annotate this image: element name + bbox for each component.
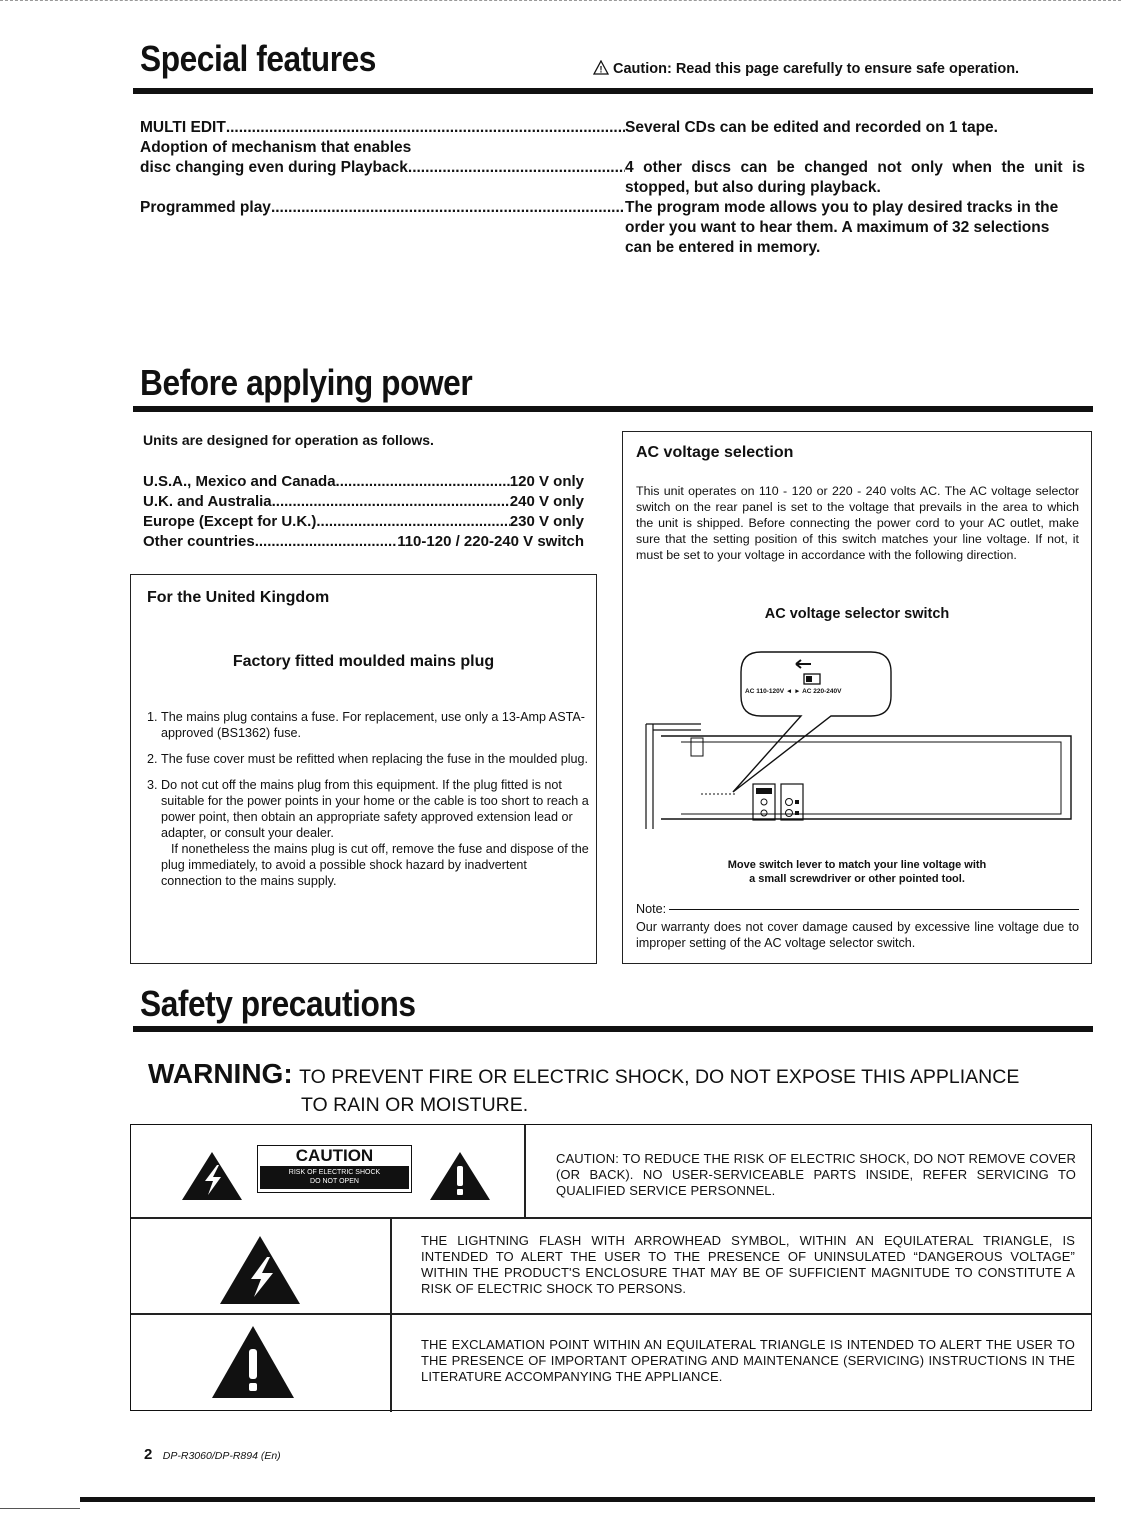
row3-text: THE EXCLAMATION POINT WITHIN AN EQUILATERAL TRIANGLE IS INTENDED TO ALERT THE USER TO THE PRESENCE OF IMPORTANT OPERATING AND MAINTENANCE (SERVICING) INSTRUCTIONS IN THE LITERATURE ACCOMPANYING THE APPLIANCE. bbox=[421, 1337, 1075, 1384]
switch-label: AC 110-120V ◄ ► AC 220-240V bbox=[745, 688, 842, 695]
warning-text-2: TO RAIN OR MOISTURE. bbox=[301, 1094, 529, 1116]
caution-note bbox=[593, 60, 1019, 77]
page-title: Special features bbox=[140, 38, 376, 79]
warning-text: TO PREVENT FIRE OR ELECTRIC SHOCK, DO NOT EXPOSE THIS APPLIANCE bbox=[299, 1066, 1020, 1088]
uk-item: 1. The mains plug contains a fuse. For replacement, use only a 13-Amp ASTA-approved (BS1362) fuse. bbox=[161, 709, 591, 741]
features-list bbox=[140, 118, 1085, 258]
top-scan-marks bbox=[0, 0, 1121, 5]
note-text: Our warranty does not cover damage caused by excessive line voltage due to improper setting of the AC voltage selector switch. bbox=[636, 920, 1079, 950]
exclamation-warning-icon bbox=[429, 1151, 491, 1201]
safety-title: Safety precautions bbox=[140, 983, 416, 1024]
region-list bbox=[143, 472, 584, 552]
ac-box bbox=[622, 431, 1092, 964]
diagram-caption: Move switch lever to match your line voltage with a small screwdriver or other pointed tool. bbox=[727, 859, 987, 885]
feature-label: disc changing even during Playback bbox=[140, 159, 408, 176]
safety-table bbox=[130, 1124, 1092, 1411]
feature-prelabel: Adoption of mechanism that enables bbox=[140, 139, 412, 156]
feature-label: MULTI EDIT bbox=[140, 119, 226, 136]
caution-badge-sub: RISK OF ELECTRIC SHOCK bbox=[288, 1169, 381, 1176]
region-row: Europe (Except for U.K.) ..... 230 V only bbox=[143, 512, 584, 532]
feature-label: Programmed play bbox=[140, 199, 271, 216]
safety-rule bbox=[133, 1026, 1093, 1032]
ac-selector-diagram bbox=[641, 644, 1081, 834]
note-label: Note: bbox=[636, 902, 667, 916]
caution-badge-title: CAUTION bbox=[295, 1146, 374, 1165]
exclamation-triangle-icon bbox=[211, 1325, 295, 1399]
ac-body: This unit operates on 110 - 120 or 220 - 240 volts AC. The AC voltage selector switch on the rear panel is set to the voltage that prevails in the area to which the unit is shipped. Before connecting the power cord to your AC outlet, make sure that the setting position of this switch matches your line voltage. If not, it must be set to your voltage in accordance with the following direction. bbox=[636, 484, 1079, 562]
uk-title: For the United Kingdom bbox=[147, 589, 330, 606]
note-line bbox=[636, 901, 1079, 917]
uk-box bbox=[130, 574, 597, 964]
caution-note-text: Caution: Read this page carefully to ensure safe operation. bbox=[613, 61, 1020, 77]
power-title: Before applying power bbox=[140, 362, 473, 403]
region-row: U.S.A., Mexico and Canada ..... 120 V only bbox=[143, 472, 584, 492]
uk-subtitle: Factory fitted moulded mains plug bbox=[232, 653, 495, 670]
region-row: U.K. and Australia ..... 240 V only bbox=[143, 492, 584, 512]
uk-list bbox=[145, 709, 591, 899]
page-number: 2 bbox=[144, 1446, 153, 1463]
feature-row bbox=[140, 198, 1085, 258]
uk-item: 3. Do not cut off the mains plug from this equipment. If the plug fitted is not suitable for the power points in your home or the cable is too short to reach a power point, then obtain an appropriate safety approved extension lead or adapter, or consult your dealer. If nonetheless the mains plug is cut off, remove the fuse and dispose of the plug immediately, to avoid a possible shock hazard by inadvertent connection to the mains supply. bbox=[161, 777, 591, 889]
diagram-title: AC voltage selector switch bbox=[764, 606, 950, 622]
power-intro: Units are designed for operation as follows. bbox=[143, 432, 434, 448]
unit-chassis bbox=[661, 736, 1071, 819]
footer bbox=[144, 1446, 281, 1464]
caution-triangle-icon bbox=[593, 60, 609, 75]
bottom-rule bbox=[80, 1497, 1095, 1502]
ac-title: AC voltage selection bbox=[636, 444, 794, 461]
caution-badge-sub: DO NOT OPEN bbox=[310, 1178, 359, 1185]
feature-desc: Several CDs can be edited and recorded on 1 tape. bbox=[625, 119, 998, 136]
model-number: DP-R3060/DP-R894 (En) bbox=[162, 1450, 281, 1462]
row2-text: THE LIGHTNING FLASH WITH ARROWHEAD SYMBOL, WITHIN AN EQUILATERAL TRIANGLE, IS INTENDED TO ALERT THE USER TO THE PRESENCE OF UNINSULATED “DANGEROUS VOLTAGE” WITHIN THE PRODUCT'S ENCLOSURE THAT MAY BE OF SUFFICIENT MAGNITUDE TO CONSTITUTE A RISK OF ELECTRIC SHOCK TO PERSONS. bbox=[421, 1233, 1075, 1296]
row1-text: CAUTION: TO REDUCE THE RISK OF ELECTRIC SHOCK, DO NOT REMOVE COVER (OR BACK). NO USER-SERVICEABLE PARTS INSIDE, REFER SERVICING TO QUALIFIED SERVICE PERSONNEL. bbox=[556, 1151, 1076, 1198]
feature-desc: 4 other discs can be changed not only when the unit is stopped, but also during playback. bbox=[625, 159, 1085, 196]
uk-item: 2. The fuse cover must be refitted when replacing the fuse in the moulded plug. bbox=[161, 751, 591, 767]
warning-label: WARNING: bbox=[148, 1058, 293, 1089]
callout-bubble bbox=[733, 652, 891, 792]
svg-text:!: ! bbox=[599, 64, 603, 75]
feature-row bbox=[140, 158, 1085, 198]
feature-desc: The program mode allows you to play desired tracks in the order you want to hear them. A maximum of 32 selections can be entered in memory. bbox=[625, 199, 1059, 256]
warning-line bbox=[148, 1058, 1019, 1090]
region-row: Other countries ..... 110-120 / 220-240 V switch bbox=[143, 532, 584, 552]
lightning-warning-icon bbox=[181, 1151, 243, 1201]
title-rule bbox=[133, 88, 1093, 94]
power-rule bbox=[133, 406, 1093, 412]
bottom-thin-rule bbox=[0, 1508, 80, 1509]
caution-badge bbox=[257, 1145, 412, 1193]
feature-row bbox=[140, 118, 1085, 138]
lightning-triangle-icon bbox=[219, 1235, 301, 1305]
